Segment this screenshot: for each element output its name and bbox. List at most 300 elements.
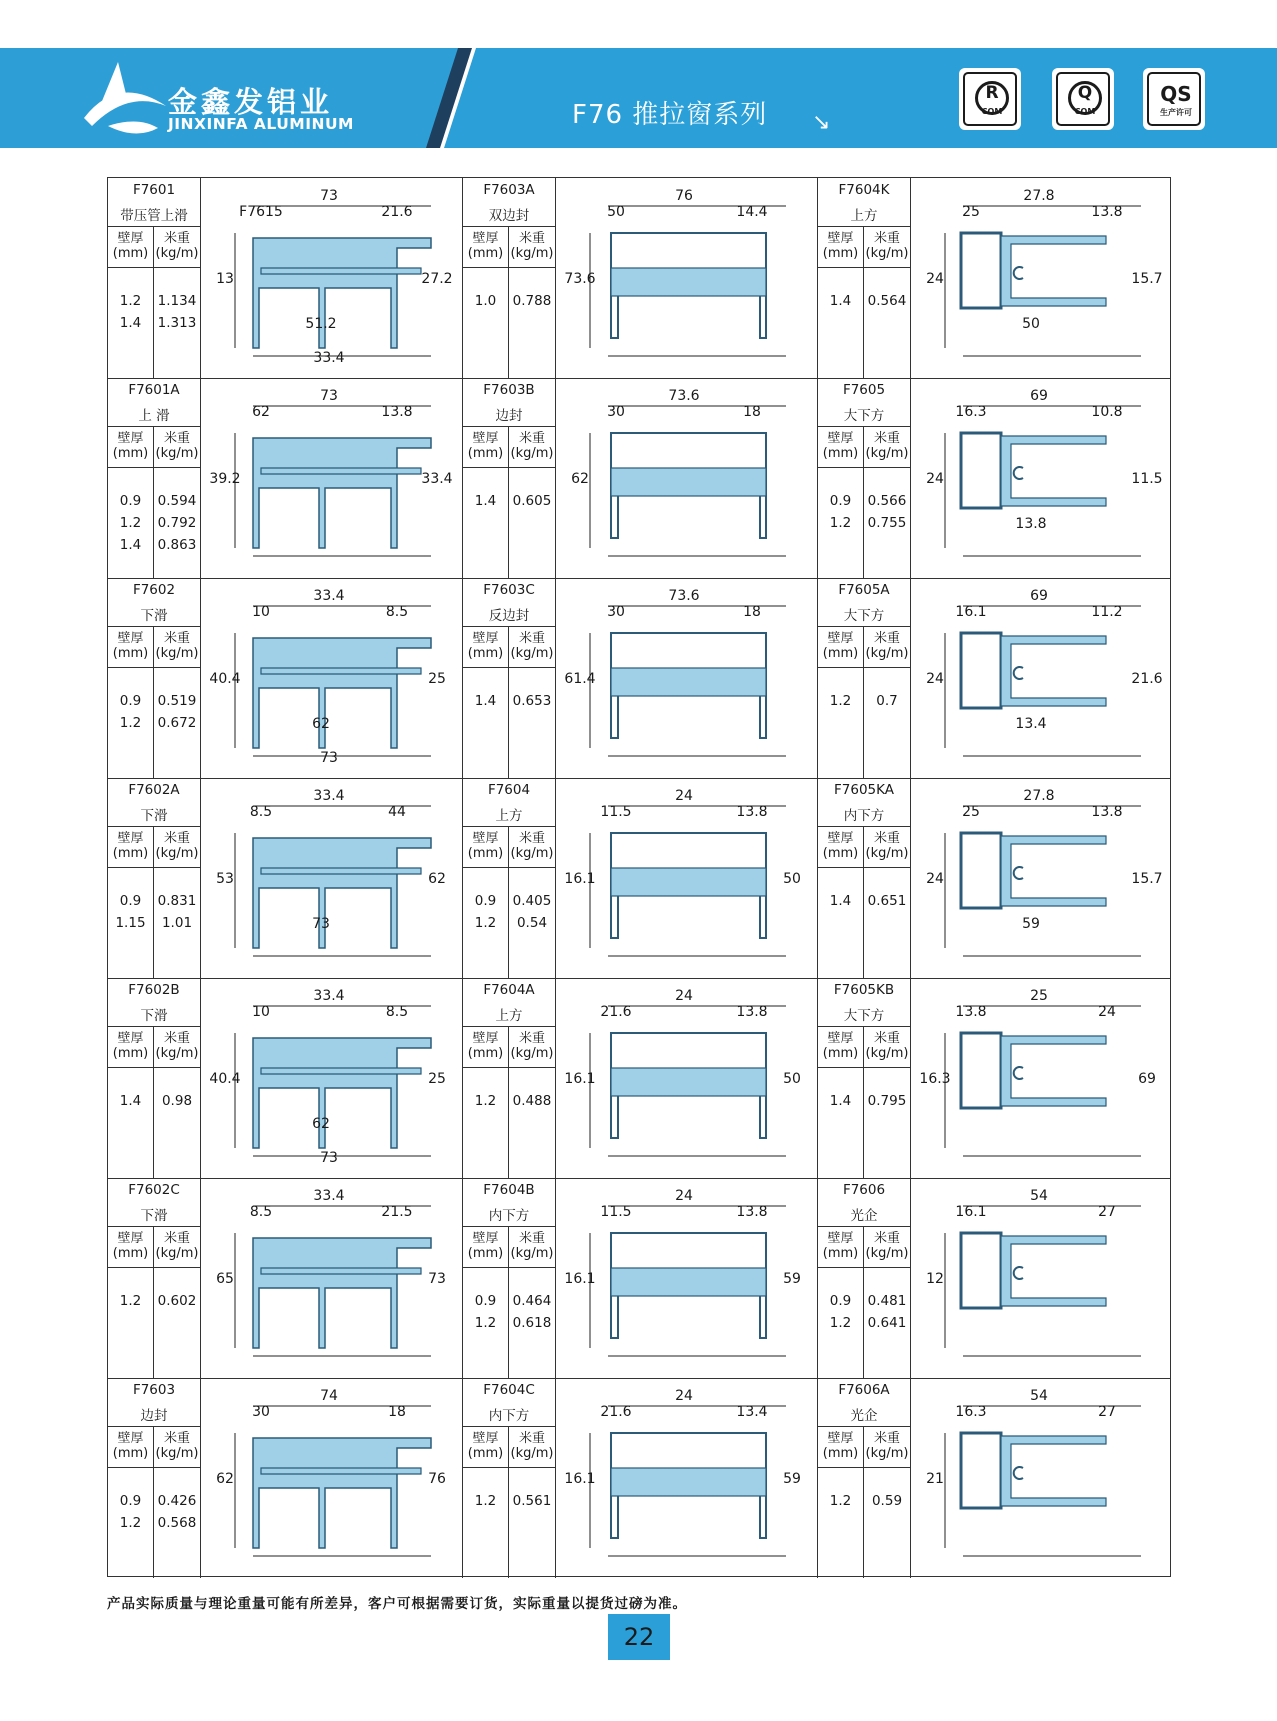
dimension-label: 16.1 — [564, 1271, 596, 1287]
dimension-label: 24 — [675, 788, 693, 804]
thickness-header: 壁厚 (mm) — [822, 1431, 859, 1461]
weight-values: 0.426 0.568 — [157, 1493, 197, 1531]
profile-section — [1014, 1267, 1023, 1279]
dimension-label: 13.8 — [736, 804, 768, 820]
dimension-label: 76 — [675, 188, 693, 204]
profile-drawing — [911, 378, 1170, 578]
profile-drawing-cell — [911, 1178, 1170, 1378]
weight-header: 米重 (kg/m) — [510, 1431, 554, 1461]
weight-values: 0.488 — [512, 1093, 552, 1109]
profile-code: F7605 — [842, 382, 886, 398]
profile-section — [611, 468, 766, 496]
thickness-values: 0.9 1.2 1.4 — [119, 493, 142, 553]
header-banner — [0, 48, 1277, 148]
dimension-label: 59 — [783, 1271, 801, 1287]
weight-header: 米重 (kg/m) — [510, 1031, 554, 1061]
thickness-values: 1.2 — [474, 1493, 497, 1509]
profile-drawing — [201, 578, 463, 778]
weight-values: 0.481 0.641 — [867, 1293, 907, 1331]
profile-section — [1014, 867, 1023, 879]
dimension-label: 24 — [926, 471, 944, 487]
profile-code: F7602A — [128, 782, 180, 798]
dimension-label: 13.4 — [736, 1404, 768, 1420]
spec-header — [463, 1226, 555, 1268]
thickness-header: 壁厚 (mm) — [467, 831, 504, 861]
profile-code: F7605KB — [833, 982, 895, 998]
thickness-values: 1.0 — [474, 293, 497, 309]
spec-header — [818, 426, 910, 468]
profile-info-cell — [463, 1378, 556, 1578]
profile-drawing — [556, 578, 818, 778]
dimension-label: 16.1 — [564, 871, 596, 887]
dimension-label: F7615 — [239, 204, 283, 220]
dimension-label: 33.4 — [313, 988, 345, 1004]
dimension-label: 40.4 — [209, 1071, 241, 1087]
profile-section — [261, 868, 421, 874]
dimension-label: 33.4 — [313, 1188, 345, 1204]
profile-drawing-cell — [556, 978, 818, 1178]
thickness-header: 壁厚 (mm) — [112, 231, 149, 261]
profile-name: 内下方 — [843, 808, 885, 824]
profile-section — [253, 238, 431, 348]
dimension-label: 16.1 — [955, 1204, 987, 1220]
thickness-values: 0.9 1.15 — [115, 893, 146, 931]
spec-header — [818, 626, 910, 668]
dimension-label: 13.8 — [381, 404, 413, 420]
profile-code: F7605KA — [834, 782, 894, 798]
dimension-label: 21.6 — [1131, 671, 1163, 687]
profile-drawing — [911, 978, 1170, 1178]
profile-drawing — [201, 178, 463, 378]
dimension-label: 50 — [783, 1071, 801, 1087]
profile-section — [261, 1068, 421, 1074]
dimension-label: 13.8 — [1091, 204, 1123, 220]
thickness-header: 壁厚 (mm) — [467, 631, 504, 661]
profile-section — [1001, 836, 1106, 906]
profile-drawing — [911, 178, 1170, 378]
profile-section — [961, 1033, 1001, 1108]
profile-section — [1014, 1067, 1023, 1079]
dimension-label: 24 — [675, 988, 693, 1004]
profile-section — [261, 668, 421, 674]
dimension-label: 44 — [388, 804, 406, 820]
profile-info-cell — [108, 578, 201, 778]
profile-section — [961, 633, 1001, 708]
dimension-label: 65 — [216, 1271, 234, 1287]
profile-code: F7606 — [842, 1182, 886, 1198]
profile-drawing — [201, 1378, 463, 1578]
profile-info-cell — [818, 378, 911, 578]
thickness-header: 壁厚 (mm) — [822, 1231, 859, 1261]
dimension-label: 14.4 — [736, 204, 768, 220]
profile-code: F7602 — [132, 582, 176, 598]
profile-section — [961, 233, 1001, 308]
thickness-values: 0.9 1.2 — [474, 1293, 497, 1331]
thickness-header: 壁厚 (mm) — [112, 1231, 149, 1261]
profile-name: 上方 — [495, 1008, 523, 1024]
dimension-label: 24 — [675, 1188, 693, 1204]
thickness-header: 壁厚 (mm) — [112, 1431, 149, 1461]
series-title: F76 推拉窗系列 — [572, 100, 768, 130]
weight-values: 0.561 — [512, 1493, 552, 1509]
dimension-label: 54 — [1030, 1388, 1048, 1404]
weight-header: 米重 (kg/m) — [155, 1431, 199, 1461]
dimension-label: 61.4 — [564, 671, 596, 687]
dimension-label: 24 — [926, 271, 944, 287]
profile-name: 大下方 — [843, 1008, 885, 1024]
weight-header: 米重 (kg/m) — [865, 831, 909, 861]
profile-drawing-cell — [556, 578, 818, 778]
profile-name: 大下方 — [843, 408, 885, 424]
profile-section — [611, 268, 766, 296]
weight-header: 米重 (kg/m) — [865, 431, 909, 461]
dimension-label: 10 — [252, 604, 270, 620]
weight-values: 0.564 — [867, 293, 907, 309]
weight-header: 米重 (kg/m) — [865, 1231, 909, 1261]
dimension-label: 10 — [252, 1004, 270, 1020]
weight-values: 0.605 — [512, 493, 552, 509]
thickness-values: 0.9 1.2 — [119, 1493, 142, 1531]
profile-table — [107, 177, 1171, 1577]
profile-section — [253, 438, 431, 548]
thickness-header: 壁厚 (mm) — [467, 1031, 504, 1061]
profile-name: 光企 — [850, 1208, 878, 1224]
thickness-values: 0.9 1.2 — [829, 1293, 852, 1331]
dimension-label: 15.7 — [1131, 871, 1163, 887]
spec-header — [463, 1026, 555, 1068]
weight-header: 米重 (kg/m) — [510, 231, 554, 261]
profile-section — [1001, 236, 1106, 306]
thickness-header: 壁厚 (mm) — [112, 631, 149, 661]
profile-section — [1014, 667, 1023, 679]
dimension-label: 69 — [1030, 388, 1048, 404]
dimension-label: 59 — [1022, 916, 1040, 932]
profile-name: 带压管上滑 — [120, 208, 188, 224]
spec-header — [108, 1226, 200, 1268]
dimension-label: 50 — [607, 204, 625, 220]
weight-values: 0.788 — [512, 293, 552, 309]
weight-values: 0.653 — [512, 693, 552, 709]
dimension-label: 21.6 — [381, 204, 413, 220]
dimension-label: 11.5 — [1131, 471, 1163, 487]
dimension-label: 24 — [926, 671, 944, 687]
dimension-label: 25 — [962, 804, 980, 820]
dimension-label: 51.2 — [305, 316, 337, 332]
profile-section — [253, 1238, 431, 1348]
profile-code: F7601 — [132, 182, 176, 198]
dimension-label: 33.4 — [421, 471, 453, 487]
profile-drawing — [201, 378, 463, 578]
profile-drawing-cell — [556, 1178, 818, 1378]
dimension-label: 16.3 — [955, 1404, 987, 1420]
spec-header — [818, 1426, 910, 1468]
thickness-values: 1.2 1.4 — [119, 293, 142, 331]
weight-values: 0.7 — [876, 693, 898, 709]
profile-name: 上方 — [850, 208, 878, 224]
dimension-label: 18 — [743, 404, 761, 420]
dimension-label: 50 — [783, 871, 801, 887]
dimension-label: 16.1 — [564, 1071, 596, 1087]
profile-drawing — [556, 178, 818, 378]
weight-values: 0.602 — [157, 1293, 197, 1309]
profile-section — [253, 1038, 431, 1148]
dimension-label: 62 — [216, 1471, 234, 1487]
thickness-values: 1.2 — [829, 1493, 852, 1509]
dimension-label: 11.5 — [600, 1204, 632, 1220]
weight-header: 米重 (kg/m) — [865, 1031, 909, 1061]
profile-drawing — [201, 978, 463, 1178]
thickness-header: 壁厚 (mm) — [112, 831, 149, 861]
thickness-values: 1.4 — [119, 1093, 142, 1109]
profile-section — [611, 1468, 766, 1496]
dimension-label: 62 — [252, 404, 270, 420]
dimension-label: 13.8 — [955, 1004, 987, 1020]
dimension-label: 73.6 — [564, 271, 596, 287]
profile-drawing-cell — [911, 578, 1170, 778]
weight-header: 米重 (kg/m) — [155, 631, 199, 661]
profile-code: F7601A — [128, 382, 180, 398]
dimension-label: 62 — [571, 471, 589, 487]
profile-name: 上方 — [495, 808, 523, 824]
profile-name: 边封 — [140, 1408, 168, 1424]
profile-name: 上 滑 — [138, 408, 170, 424]
profile-section — [253, 1438, 431, 1548]
profile-info-cell — [818, 1378, 911, 1578]
dimension-label: 10.8 — [1091, 404, 1123, 420]
profile-drawing — [556, 378, 818, 578]
company-name-cn: 金鑫发铝业 — [168, 85, 334, 119]
spec-header — [108, 426, 200, 468]
dimension-label: 8.5 — [385, 1004, 409, 1020]
thickness-values: 1.4 — [474, 693, 497, 709]
profile-section — [961, 833, 1001, 908]
thickness-values: 1.4 — [829, 893, 852, 909]
dimension-label: 27.8 — [1023, 188, 1055, 204]
profile-code: F7604 — [487, 782, 531, 798]
dimension-label: 73 — [312, 916, 330, 932]
dimension-label: 53 — [216, 871, 234, 887]
profile-info-cell — [108, 378, 201, 578]
dimension-label: 11.2 — [1091, 604, 1123, 620]
dimension-label: 33.4 — [313, 788, 345, 804]
profile-drawing-cell — [201, 1178, 463, 1378]
dimension-label: 69 — [1138, 1071, 1156, 1087]
dimension-label: 40.4 — [209, 671, 241, 687]
weight-header: 米重 (kg/m) — [155, 831, 199, 861]
dimension-label: 13.8 — [1015, 516, 1047, 532]
profile-section — [611, 868, 766, 896]
profile-info-cell — [818, 978, 911, 1178]
spec-header — [818, 1026, 910, 1068]
profile-name: 反边封 — [488, 608, 530, 624]
profile-section — [1014, 267, 1023, 279]
profile-code: F7602C — [128, 1182, 180, 1198]
profile-drawing — [911, 578, 1170, 778]
dimension-label: 74 — [320, 1388, 338, 1404]
profile-name: 内下方 — [488, 1208, 530, 1224]
weight-header: 米重 (kg/m) — [865, 231, 909, 261]
dimension-label: 54 — [1030, 1188, 1048, 1204]
profile-code: F7602B — [128, 982, 180, 998]
dimension-label: 18 — [388, 1404, 406, 1420]
thickness-values: 1.2 — [119, 1293, 142, 1309]
dimension-label: 73.6 — [668, 588, 700, 604]
dimension-label: 13.8 — [1091, 804, 1123, 820]
dimension-label: 62 — [312, 716, 330, 732]
thickness-header: 壁厚 (mm) — [112, 1031, 149, 1061]
dimension-label: 21 — [926, 1471, 944, 1487]
weight-header: 米重 (kg/m) — [155, 231, 199, 261]
profile-section — [1014, 1467, 1023, 1479]
profile-name: 大下方 — [843, 608, 885, 624]
profile-drawing-cell — [201, 378, 463, 578]
profile-drawing-cell — [911, 178, 1170, 378]
profile-info-cell — [818, 778, 911, 978]
qs-license-icon: QS 生产许可 — [1143, 68, 1205, 130]
dimension-label: 39.2 — [209, 471, 241, 487]
dimension-label: 8.5 — [249, 804, 273, 820]
profile-info-cell — [108, 978, 201, 1178]
profile-section — [961, 1233, 1001, 1308]
weight-values: 0.651 — [867, 893, 907, 909]
profile-info-cell — [463, 178, 556, 378]
thickness-header: 壁厚 (mm) — [467, 231, 504, 261]
dimension-label: 50 — [1022, 316, 1040, 332]
footer-note: 产品实际质量与理论重量可能有所差异，客户可根据需要订货，实际重量以提货过磅为准。 — [107, 1596, 687, 1612]
profile-info-cell — [818, 178, 911, 378]
profile-name: 下滑 — [140, 808, 168, 824]
dimension-label: 69 — [1030, 588, 1048, 604]
profile-name: 下滑 — [140, 608, 168, 624]
dimension-label: 73 — [320, 1150, 338, 1166]
thickness-values: 0.9 1.2 — [829, 493, 852, 531]
dimension-label: 24 — [1098, 1004, 1116, 1020]
dimension-label: 13 — [216, 271, 234, 287]
dimension-label: 21.6 — [600, 1404, 632, 1420]
weight-values: 0.519 0.672 — [157, 693, 197, 731]
profile-code: F7604A — [483, 982, 535, 998]
dimension-label: 24 — [675, 1388, 693, 1404]
weight-header: 米重 (kg/m) — [155, 431, 199, 461]
dimension-label: 30 — [252, 1404, 270, 1420]
weight-header: 米重 (kg/m) — [865, 1431, 909, 1461]
dimension-label: 13.4 — [1015, 716, 1047, 732]
weight-values: 1.134 1.313 — [157, 293, 197, 331]
thickness-values: 0.9 1.2 — [119, 693, 142, 731]
spec-header — [463, 826, 555, 868]
dimension-label: 27.2 — [421, 271, 453, 287]
spec-header — [818, 826, 910, 868]
dimension-label: 21.6 — [600, 1004, 632, 1020]
spec-header — [108, 1026, 200, 1068]
profile-drawing — [556, 778, 818, 978]
profile-info-cell — [463, 578, 556, 778]
profile-name: 双边封 — [488, 208, 530, 224]
weight-values: 0.795 — [867, 1093, 907, 1109]
dimension-label: 13.8 — [736, 1004, 768, 1020]
profile-info-cell — [108, 1378, 201, 1578]
profile-drawing-cell — [201, 778, 463, 978]
profile-info-cell — [108, 178, 201, 378]
thickness-header: 壁厚 (mm) — [822, 231, 859, 261]
dimension-label: 11.5 — [600, 804, 632, 820]
weight-values: 0.831 1.01 — [157, 893, 197, 931]
profile-section — [253, 638, 431, 748]
profile-drawing-cell — [201, 178, 463, 378]
page-number: 22 — [608, 1614, 670, 1660]
dimension-label: 27 — [1098, 1204, 1116, 1220]
profile-drawing — [201, 1178, 463, 1378]
profile-info-cell — [818, 1178, 911, 1378]
weight-header: 米重 (kg/m) — [510, 1231, 554, 1261]
thickness-values: 1.4 — [829, 1093, 852, 1109]
thickness-values: 0.9 1.2 — [474, 893, 497, 931]
profile-drawing-cell — [556, 1378, 818, 1578]
weight-header: 米重 (kg/m) — [510, 831, 554, 861]
spec-header — [108, 826, 200, 868]
profile-drawing-cell — [911, 378, 1170, 578]
profile-drawing-cell — [201, 578, 463, 778]
profile-name: 内下方 — [488, 1408, 530, 1424]
profile-name: 下滑 — [140, 1008, 168, 1024]
profile-section — [1001, 636, 1106, 706]
weight-values: 0.98 — [161, 1093, 193, 1109]
r-cqm-cert-icon: R CQM — [959, 68, 1021, 130]
spec-header — [818, 226, 910, 268]
profile-drawing — [556, 978, 818, 1178]
dimension-label: 16.1 — [564, 1471, 596, 1487]
dimension-label: 12 — [926, 1271, 944, 1287]
profile-section — [611, 668, 766, 696]
arrow-icon: ↘ — [812, 110, 831, 135]
profile-drawing-cell — [911, 778, 1170, 978]
thickness-values: 1.4 — [474, 493, 497, 509]
profile-section — [261, 1268, 421, 1274]
weight-header: 米重 (kg/m) — [865, 631, 909, 661]
dimension-label: 62 — [312, 1116, 330, 1132]
profile-section — [1001, 1036, 1106, 1106]
thickness-header: 壁厚 (mm) — [467, 1431, 504, 1461]
dimension-label: 25 — [428, 671, 446, 687]
profile-section — [611, 1268, 766, 1296]
profile-code: F7604K — [838, 182, 890, 198]
thickness-header: 壁厚 (mm) — [467, 431, 504, 461]
profile-name: 下滑 — [140, 1208, 168, 1224]
profile-section — [261, 268, 421, 274]
profile-section — [261, 1468, 421, 1474]
spec-header — [463, 426, 555, 468]
profile-info-cell — [108, 778, 201, 978]
dimension-label: 59 — [783, 1471, 801, 1487]
dimension-label: 25 — [428, 1071, 446, 1087]
thickness-header: 壁厚 (mm) — [112, 431, 149, 461]
dimension-label: 73.6 — [668, 388, 700, 404]
dimension-label: 25 — [1030, 988, 1048, 1004]
profile-section — [611, 1068, 766, 1096]
dimension-label: 73 — [428, 1271, 446, 1287]
profile-info-cell — [463, 378, 556, 578]
profile-code: F7603A — [483, 182, 535, 198]
profile-drawing — [201, 778, 463, 978]
spec-header — [108, 226, 200, 268]
dimension-label: 16.3 — [919, 1071, 951, 1087]
dimension-label: 76 — [428, 1471, 446, 1487]
dimension-label: 73 — [320, 388, 338, 404]
dimension-label: 33.4 — [313, 588, 345, 604]
profile-info-cell — [463, 1178, 556, 1378]
profile-section — [1001, 436, 1106, 506]
profile-drawing — [911, 1378, 1170, 1578]
